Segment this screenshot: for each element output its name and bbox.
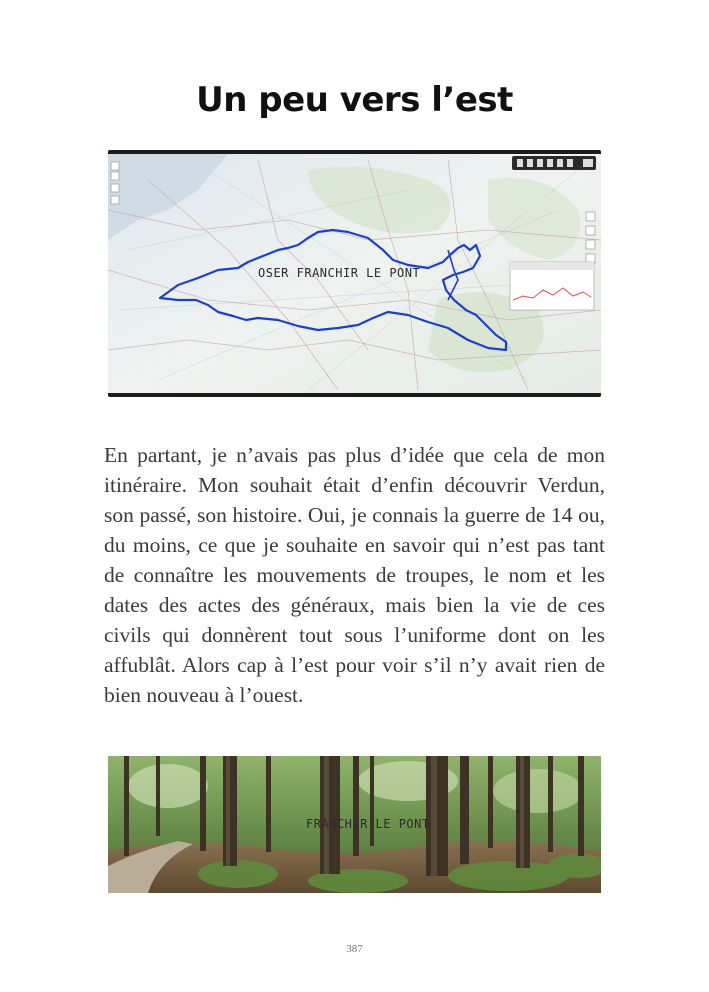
body-paragraph: En partant, je n’avais pas plus d’idée que cela de mon itinéraire. Mon souhait était d’enfin découvrir Verdun, son passé, son histoire. Oui, je connais la guerre de 14 ou, du moins, ce que je souhaite en savoir qui n’est pas tant de connaître les mouvements de troupes, le nom et les dates des actes des généraux, mais bien la vie de ces civils qui donnèrent tout sous l’uniforme dont on les affublât. Alors cap à l’est pour voir s’il n’y avait rien de bien nouveau à l’ouest. [104, 443, 605, 707]
route-map-photo [108, 150, 601, 397]
page-number: 387 [346, 943, 363, 955]
forest-photo [108, 756, 601, 893]
forest-watermark: FRANCHIR LE PONT [306, 817, 430, 831]
map-watermark: OSER FRANCHIR LE PONT [258, 266, 421, 280]
page-title: Un peu vers l’est [196, 80, 513, 120]
